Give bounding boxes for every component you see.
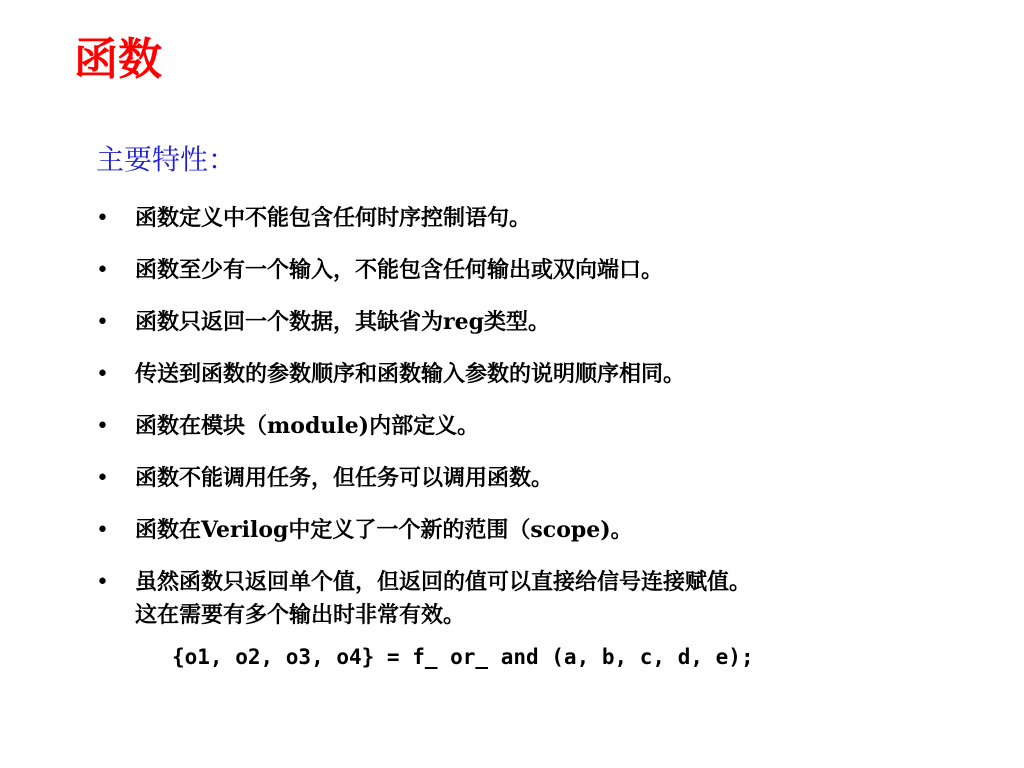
bullet-text: 函数在模块（module)内部定义。	[135, 413, 480, 439]
code-example: {o1, o2, o3, o4} = f_ or_ and (a, b, c, d, e);	[172, 645, 754, 669]
bullet-item	[96, 410, 996, 443]
bullet-item	[96, 254, 996, 287]
bullet-text: 传送到函数的参数顺序和函数输入参数的说明顺序相同。	[135, 361, 686, 387]
bullet-item	[96, 306, 996, 339]
slide-subtitle: 主要特性：	[96, 143, 237, 176]
bullet-item	[96, 462, 996, 495]
bullet-item	[96, 202, 996, 235]
bullet-item	[96, 566, 996, 632]
bullet-text: 函数定义中不能包含任何时序控制语句。	[135, 205, 532, 231]
bullet-dot: •	[96, 570, 109, 595]
slide-title: 函数	[74, 34, 162, 85]
bullet-text: 虽然函数只返回单个值，但返回的值可以直接给信号连接赋值。	[135, 569, 752, 595]
bullet-text: 函数不能调用任务，但任务可以调用函数。	[135, 465, 554, 491]
bullet-list	[96, 202, 996, 651]
bullet-text: 函数至少有一个输入，不能包含任何输出或双向端口。	[135, 257, 664, 283]
bullet-dot: •	[96, 362, 109, 387]
bullet-dot: •	[96, 258, 109, 283]
bullet-dot: •	[96, 310, 109, 335]
bullet-text-continuation: 这在需要有多个输出时非常有效。	[135, 602, 466, 628]
bullet-item	[96, 514, 996, 547]
bullet-dot: •	[96, 518, 109, 543]
bullet-dot: •	[96, 466, 109, 491]
bullet-item	[96, 358, 996, 391]
bullet-text: 函数在Verilog中定义了一个新的范围（scope)。	[135, 517, 633, 543]
bullet-dot: •	[96, 206, 109, 231]
bullet-text: 函数只返回一个数据，其缺省为reg类型。	[135, 309, 550, 335]
bullet-dot: •	[96, 414, 109, 439]
